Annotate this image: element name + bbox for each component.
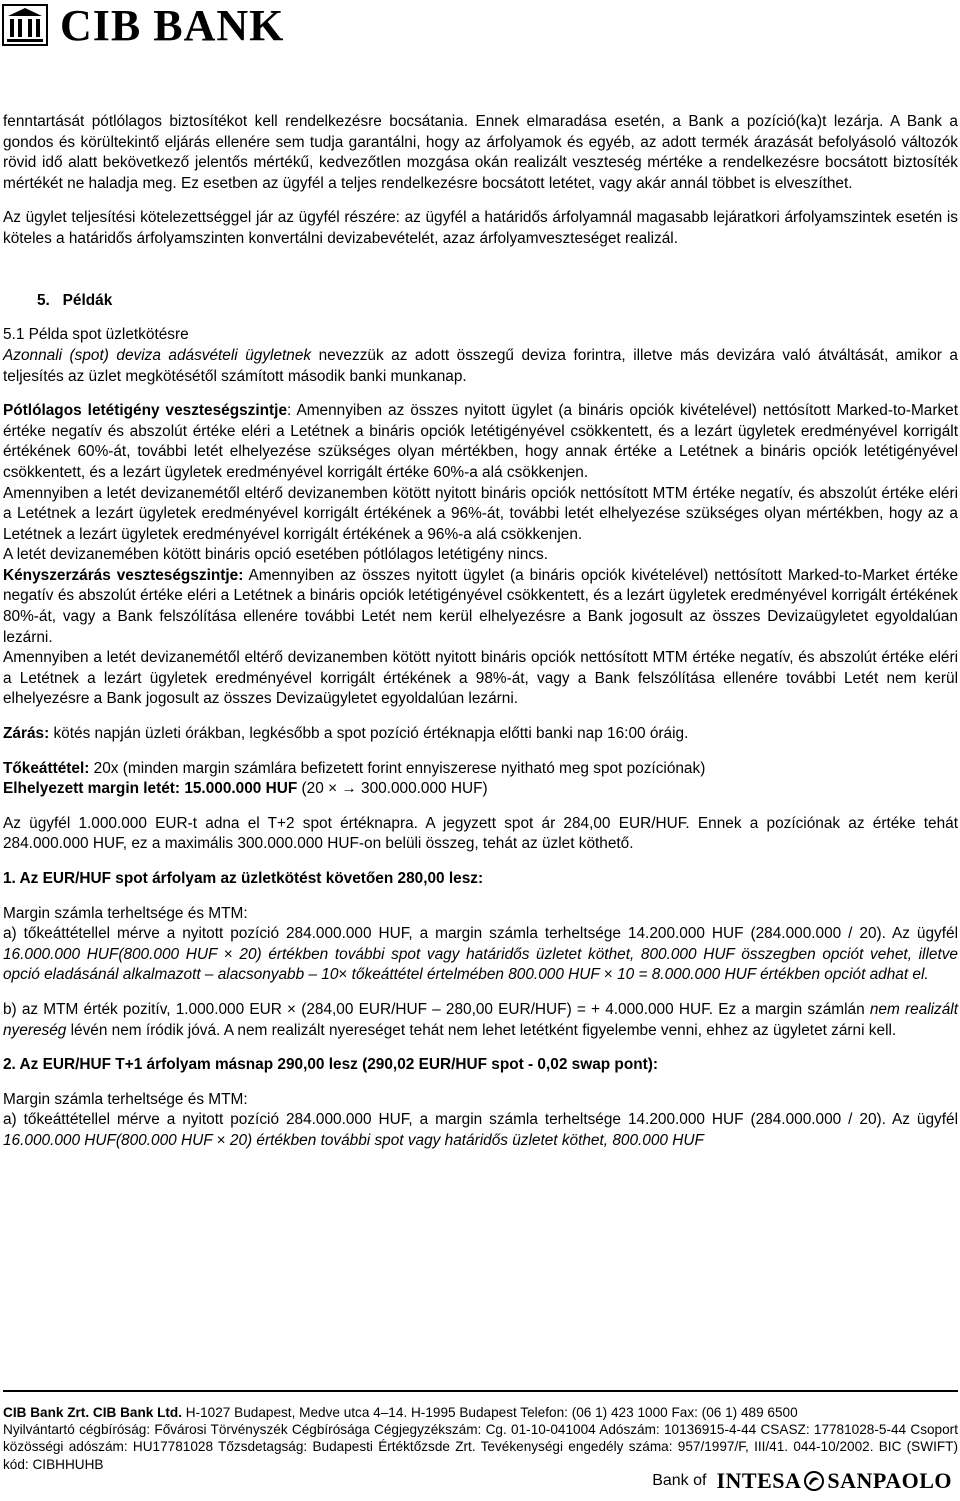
paragraph-stop-out-binary: Amennyiben a letét devizanemétől eltérő devizanemben kötött nyitott bináris opciók nettósított MTM értéke negatív, és abszolút értéke eléri a Letétnek a lezárt ügyletek eredményével korrigált értékének a 98%-át, vagy a Bank felszólítása ellenére további Letét nem kerül elhelyezésre a Bank jogosult az összes Devizaügyletet egyoldalúan lezárni.: [3, 649, 958, 708]
leverage-label: Tőkeáttétel:: [3, 759, 90, 777]
intesa-sanpaolo-brand: [652, 1466, 952, 1496]
paragraph-example-intro: Az ügyfél 1.000.000 EUR-t adna el T+2 spot értéknapra. A jegyzett spot ár 284,00 EUR/HUF. Ennek a pozíciónak az értéke tehát 284.000.000 HUF, ez a maximális 300.000.000 HUF-on belüli összeg, tehát az üzlet köthető.: [3, 814, 958, 853]
deposit-label: Elhelyezett margin letét: 15.000.000 HUF: [3, 780, 298, 798]
bank-logo-text: CIB BANK: [60, 1, 285, 50]
paragraph-margin-call-binary: Amennyiben a letét devizanemétől eltérő devizanemben kötött nyitott bináris opciók nettósított MTM értéke negatív, és abszolút értéke eléri a Letétnek a lezárt ügyletek eredményével korrigált értékének a 96%-át, további letét elhelyezése szükséges olyan mértékben, hogy az a Letétnek a lezárt ügyletek eredményével korrigált értékének a 96%-a alá csökkenjen.: [3, 484, 958, 543]
example-2-margin-heading: Margin számla terheltsége és MTM:: [3, 1090, 248, 1108]
example-1-margin-heading: Margin számla terheltsége és MTM:: [3, 904, 248, 922]
paragraph-margin-call-level: Pótlólagos letétigény veszteségszintje: Amennyiben az összes nyitott ügylet (a bináris opciók kivételével) nettósított Marked-to-Market értéke negatív és abszolút értéke eléri a Letétnek a bináris opciók letétigényével csökkentett, és a lezárt ügyletek eredményével korrigált értékének 60%-át, további letét elhelyezése szükséges olyan mértékben, hogy annak értéke a Letétnek a bináris opciók letétigényével csökkentett, és a lezárt ügyletek eredményével korrigált értéke 60%-a alá csökkenjen.: [3, 402, 958, 481]
section-number: 5.: [37, 291, 50, 309]
paragraph-leverage: Tőkeáttétel: 20x (minden margin számlára befizetett forint ennyiszerese nyitható meg spot pozíciónak): [3, 759, 706, 777]
times-icon: ×: [338, 966, 348, 984]
paragraph-closing: Zárás: kötés napján üzleti órákban, legkésőbb a spot pozíció értéknapja előtti banki nap 16:00 óráig.: [3, 725, 689, 743]
times-icon: ×: [216, 1131, 226, 1149]
subsection-title: 5.1 Példa spot üzletkötésre: [3, 326, 189, 344]
footer-divider: [3, 1390, 958, 1392]
margin-call-label: Pótlólagos letétigény veszteségszintje: [3, 402, 288, 420]
paragraph-stop-out-level: Kényszerzárás veszteségszintje: Amennyiben az összes nyitott ügylet (a bináris opciók kivételével) nettósított Marked-to-Market értéke negatív és abszolút értéke eléri a Letétnek a bináris opciók letétigényével csökkentett, és a lezárt ügyletek eredményével korrigált értékének 80%-át, vagy a Bank felszólítása ellenére további Letét nem kerül elhelyezésre a Bank jogosult az összes Devizaügyletet egyoldalúan lezárni.: [3, 566, 959, 646]
cib-bank-logo-icon: [2, 4, 48, 46]
paragraph-deposit: Elhelyezett margin letét: 15.000.000 HUF (20 × → 300.000.000 HUF): [3, 780, 488, 798]
times-icon: ×: [287, 1000, 297, 1018]
times-icon: ×: [223, 945, 233, 963]
example-1-title: 1. Az EUR/HUF spot árfolyam az üzletkötést követően 280,00 lesz:: [3, 870, 484, 887]
paragraph-obligation: Az ügylet teljesítési kötelezettséggel jár az ügyfél részére: az ügyfél a határidős árfolyamnál magasabb lejáratkori árfolyamszintek esetén is köteles a határidős árfolyamszinten konvertálni devizabevételét, azaz árfolyamveszteséget realizál.: [3, 209, 958, 247]
brand-bank-of: Bank of: [652, 1472, 707, 1489]
example-1-point-a: a) tőkeáttétellel mérve a nyitott pozíció 284.000.000 HUF, a margin számla terheltsége 14.200.000 HUF (284.000.000 / 20). Az ügyfél 16.000.000 HUF(800.000 HUF × 20) értékben további spot vagy határidős üzletet köthet, 800.000 HUF összegben opciót vehet, illetve opció eladásánál alkalmazott – alacsonyabb – 10× tőkeáttétel értelmében 800.000 HUF × 10 = 8.000.000 HUF értékben opciót adhat el.: [3, 925, 958, 984]
section-heading: [3, 291, 958, 312]
page-header: [0, 0, 960, 60]
paragraph-risk: fenntartását pótlólagos biztosítékot kell rendelkezésre bocsátania. Ennek elmaradása esetén, a Bank a pozíció(ka)t lezárja. A Bank a gondos és körültekintő eljárás ellenére sem tudja garantálni, hogy az árfolyamok és egyéb, az adott termék árazását befolyásoló változók rövid idő alatt bekövetkező jelentős mértékű, kedvezőtlen mozgása okán realizált veszteség mértéke a rendelkezésre bocsátott biztosíték mértékét ne haladja meg. Ez esetben az ügyfél a teljes rendelkezésre bocsátott letétet, vagy akár annál többet is elveszíthet.: [3, 113, 958, 192]
times-icon: ×: [328, 780, 338, 798]
paragraph-spot-definition: Azonnali (spot) deviza adásvételi ügyletnek nevezzük az adott összegű deviza forintra, illetve más devizára való átváltását, amikor a teljesítés az üzlet megkötésétől számított második banki munkanap.: [3, 346, 958, 385]
times-icon: ×: [603, 966, 613, 984]
page-footer: [3, 1390, 958, 1493]
footer-address: CIB Bank Zrt. CIB Bank Ltd. H-1027 Budapest, Medve utca 4–14. H-1995 Budapest Telefon: (06 1) 423 1000 Fax: (06 1) 489 6500: [3, 1405, 798, 1420]
spot-term: Azonnali (spot) deviza adásvételi ügyletnek: [3, 346, 312, 364]
arrow-right-icon: →: [341, 780, 357, 798]
example-2-title: 2. Az EUR/HUF T+1 árfolyam másnap 290,00 lesz (290,02 EUR/HUF spot - 0,02 swap pont):: [3, 1056, 659, 1074]
brand-intesa: INTESA: [716, 1468, 802, 1493]
closing-label: Zárás:: [3, 725, 50, 743]
section-title: Példák: [62, 291, 113, 309]
stop-out-label: Kényszerzárás veszteségszintje:: [3, 566, 244, 584]
paragraph-margin-call-none: A letét devizanemében kötött bináris opció esetében pótlólagos letétigény nincs.: [3, 546, 549, 564]
sanpaolo-logo-icon: [803, 1470, 825, 1492]
example-2-point-a: a) tőkeáttétellel mérve a nyitott pozíció 284.000.000 HUF, a margin számla terheltsége 14.200.000 HUF (284.000.000 / 20). Az ügyfél 16.000.000 HUF(800.000 HUF × 20) értékben további spot vagy határidős üzletet köthet, 800.000 HUF: [3, 1111, 958, 1149]
brand-sanpaolo: SANPAOLO: [827, 1468, 952, 1493]
document-body: [3, 112, 958, 1152]
footer-registration: Nyilvántartó cégbíróság: Fővárosi Törvényszék Cégbírósága Cégjegyzékszám: Cg. 01-10-041004 Adószám: 10136915-4-44 CSASZ: 17781028-5-44 Csoport közösségi adószám: HU17781028 Tőzsdetagság: Budapesti Értéktőzsde Zrt. Tevékenységi engedély száma: 957/1997/F, III/41. 044-10/2002. BIC (SWIFT) kód: CIBHHUHB: [3, 1422, 958, 1472]
example-1-point-b: b) az MTM érték pozitív, 1.000.000 EUR × (284,00 EUR/HUF – 280,00 EUR/HUF) = + 4.000.000 HUF. Ez a margin számlán nem realizált nyereség lévén nem íródik jóvá. A nem realizált nyereséget tehát nem lehet letétként figyelembe venni, ehhez az ügyletet zárni kell.: [3, 1000, 958, 1039]
